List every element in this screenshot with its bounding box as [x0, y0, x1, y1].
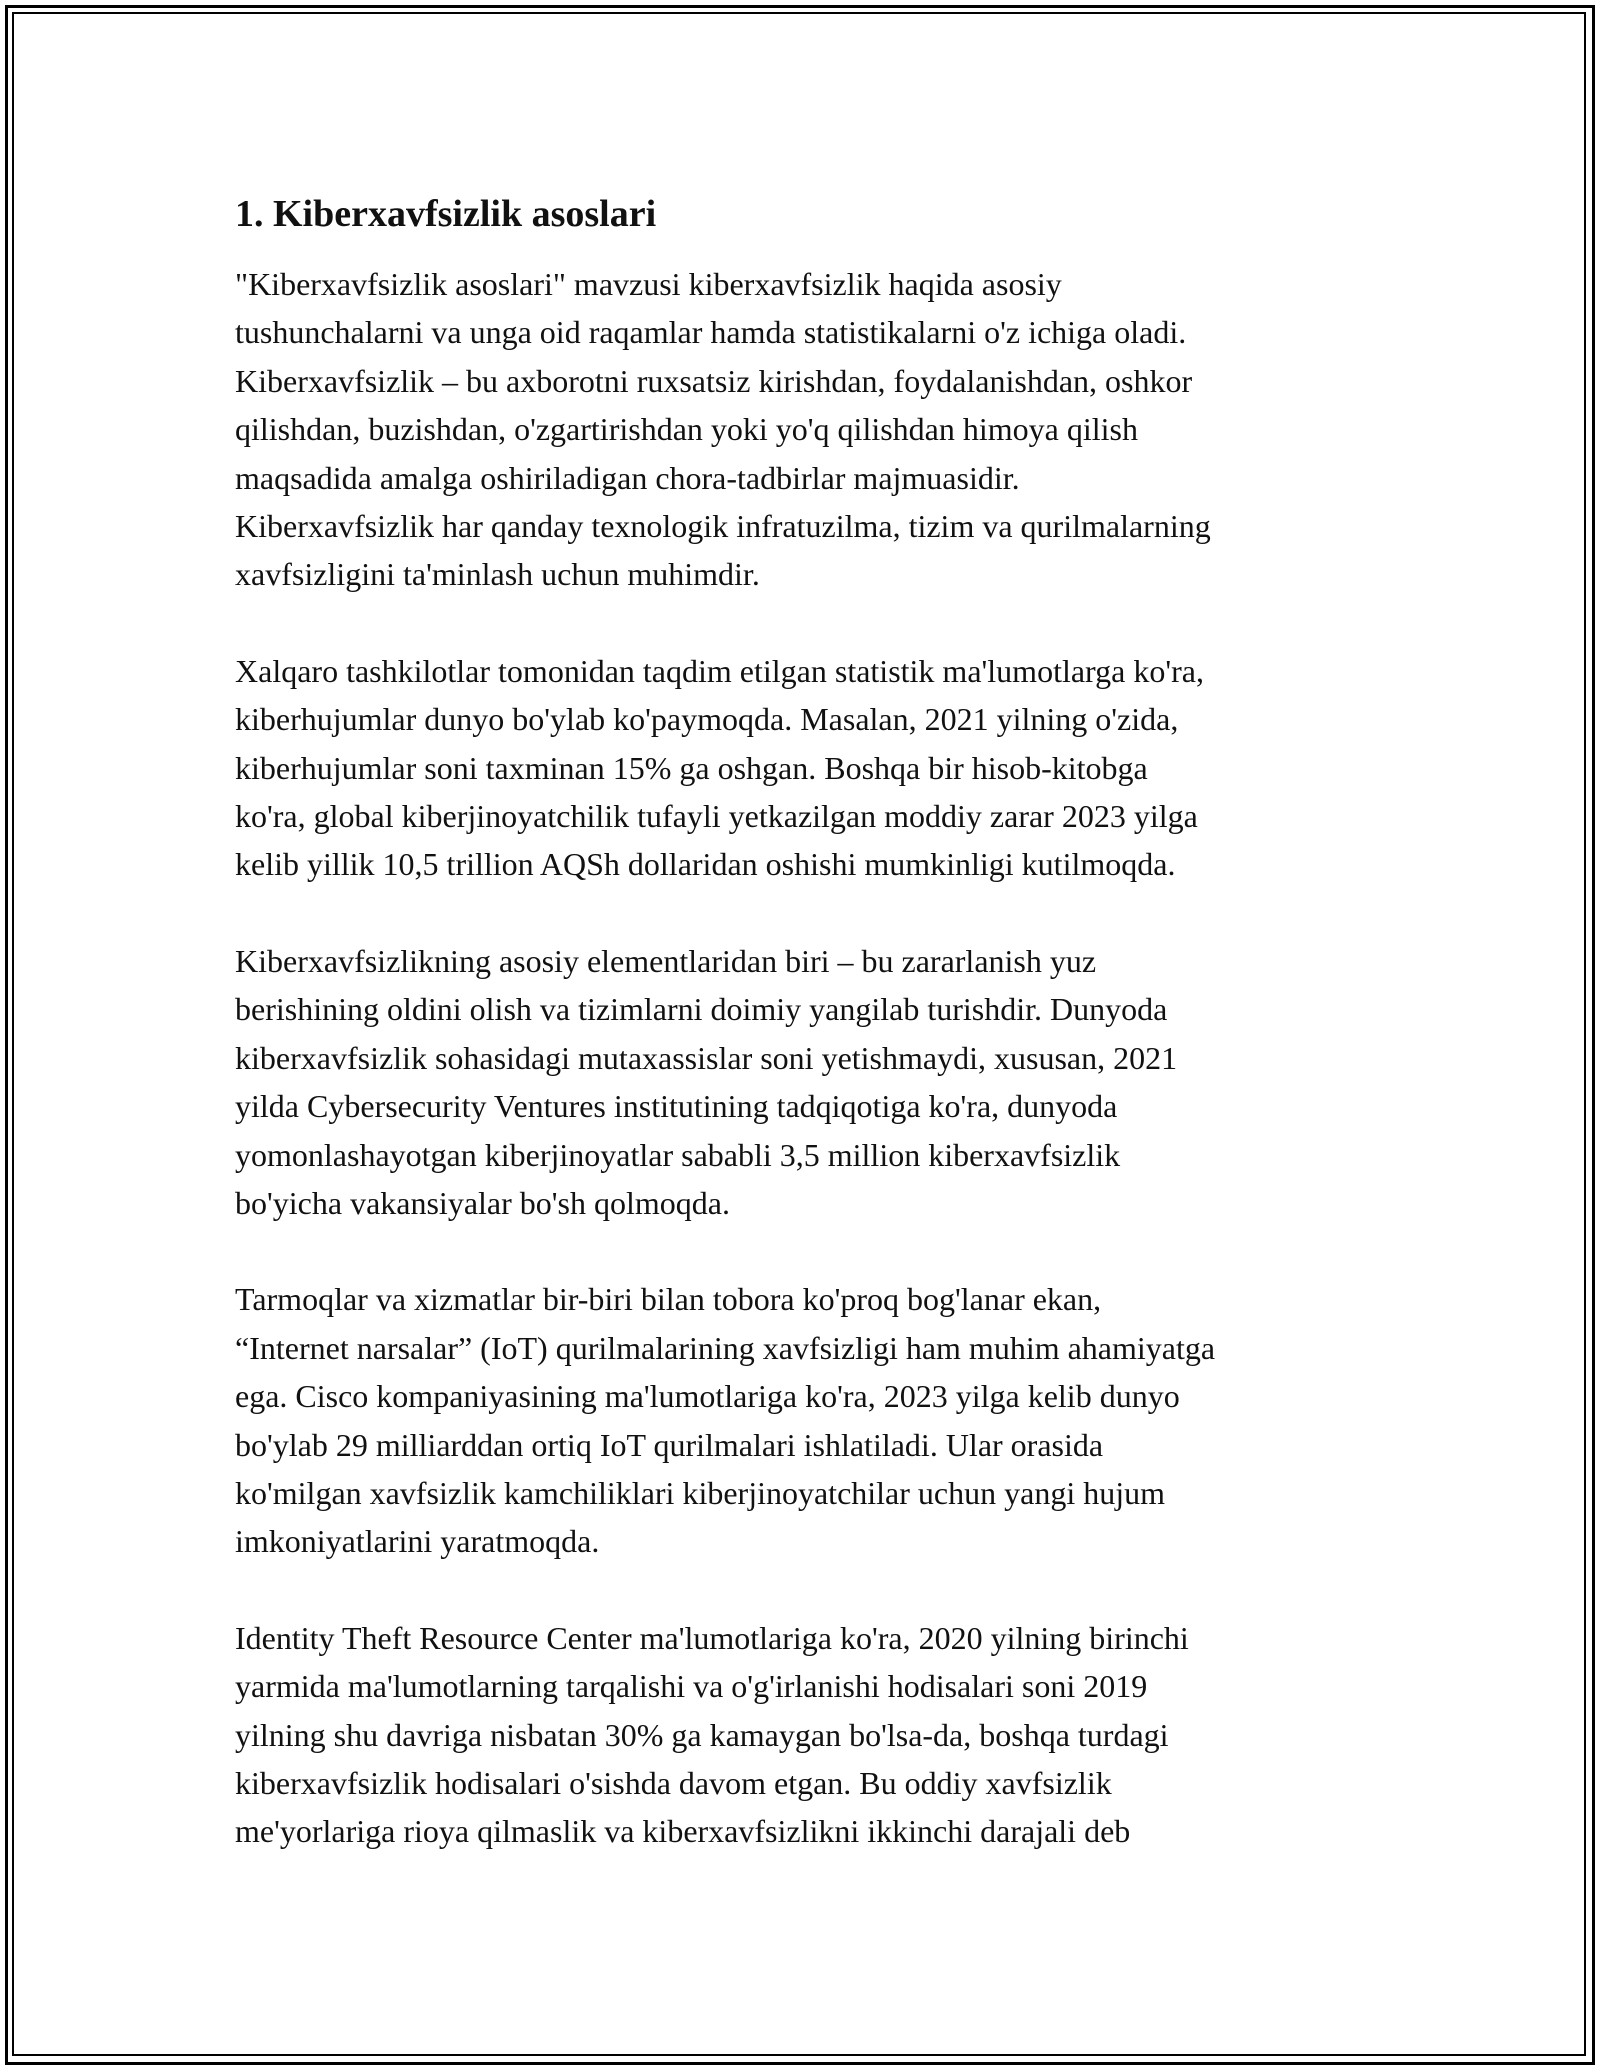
text-line: yomonlashayotgan kiberjinoyatlar sababli 3,5 million kiberxavfsizlik	[235, 1136, 1121, 1173]
text-line: imkoniyatlarini yaratmoqda.	[235, 1523, 600, 1560]
paragraph-identity-theft	[235, 1614, 1365, 1856]
text-line: yarmida ma'lumotlarning tarqalishi va o'g'irlanishi hodisalari soni 2019	[235, 1668, 1148, 1705]
text-line: Identity Theft Resource Center ma'lumotlariga ko'ra, 2020 yilning birinchi	[235, 1619, 1189, 1656]
paragraph-workforce	[235, 937, 1365, 1227]
text-line: "Kiberxavfsizlik asoslari" mavzusi kiberxavfsizlik haqida asosiy	[235, 266, 1062, 302]
paragraph-intro	[235, 260, 1365, 599]
text-line: kiberxavfsizlik sohasidagi mutaxassislar soni yetishmaydi, xususan, 2021	[235, 1039, 1178, 1076]
document-body	[235, 188, 1365, 1904]
text-line: kiberxavfsizlik hodisalari o'sishda davom etgan. Bu oddiy xavfsizlik	[235, 1764, 1112, 1801]
text-line: qilishdan, buzishdan, o'zgartirishdan yoki yo'q qilishdan himoya qilish	[235, 411, 1138, 448]
text-line: ega. Cisco kompaniyasining ma'lumotlariga ko'ra, 2023 yilga kelib dunyo	[235, 1378, 1180, 1415]
text-line: xavfsizligini ta'minlash uchun muhimdir.	[235, 556, 760, 593]
text-line: “Internet narsalar” (IoT) qurilmalarining xavfsizligi ham muhim ahamiyatga	[235, 1329, 1216, 1366]
text-line: kelib yillik 10,5 trillion AQSh dollaridan oshishi mumkinligi kutilmoqda.	[235, 846, 1176, 883]
paragraph-statistics	[235, 647, 1365, 889]
text-line: ko'ra, global kiberjinoyatchilik tufayli yetkazilgan moddiy zarar 2023 yilga	[235, 798, 1198, 835]
text-line: Tarmoqlar va xizmatlar bir-biri bilan tobora ko'proq bog'lanar ekan,	[235, 1281, 1102, 1318]
text-line: me'yorlariga rioya qilmaslik va kiberxavfsizlikni ikkinchi darajali deb	[235, 1813, 1131, 1850]
text-line: berishining oldini olish va tizimlarni doimiy yangilab turishdir. Dunyoda	[235, 991, 1168, 1028]
text-line: Kiberxavfsizlik har qanday texnologik infratuzilma, tizim va qurilmalarning	[235, 508, 1211, 545]
text-line: ko'milgan xavfsizlik kamchiliklari kiberjinoyatchilar uchun yangi hujum	[235, 1474, 1165, 1511]
text-line: Xalqaro tashkilotlar tomonidan taqdim etilgan statistik ma'lumotlarga ko'ra,	[235, 652, 1204, 689]
text-line: maqsadida amalga oshiriladigan chora-tadbirlar majmuasidir.	[235, 459, 1020, 496]
text-line: Kiberxavfsizlikning asosiy elementlaridan biri – bu zararlanish yuz	[235, 942, 1097, 979]
text-line: kiberhujumlar soni taxminan 15% ga oshgan. Boshqa bir hisob-kitobga	[235, 749, 1148, 786]
text-line: Kiberxavfsizlik – bu axborotni ruxsatsiz kirishdan, foydalanishdan, oshkor	[235, 362, 1193, 399]
text-line: tushunchalarni va unga oid raqamlar hamda statistikalarni o'z ichiga oladi.	[235, 314, 1187, 351]
text-line: kiberhujumlar dunyo bo'ylab ko'paymoqda. Masalan, 2021 yilning o'zida,	[235, 701, 1179, 738]
paragraph-iot	[235, 1275, 1365, 1565]
text-line: yilda Cybersecurity Ventures institutining tadqiqotiga ko'ra, dunyoda	[235, 1088, 1118, 1125]
text-line: bo'ylab 29 milliarddan ortiq IoT qurilmalari ishlatiladi. Ular orasida	[235, 1426, 1104, 1463]
text-line: bo'yicha vakansiyalar bo'sh qolmoqda.	[235, 1184, 730, 1221]
section-heading: 1. Kiberxavfsizlik asoslari	[235, 193, 657, 235]
text-line: yilning shu davriga nisbatan 30% ga kamaygan bo'lsa-da, boshqa turdagi	[235, 1716, 1169, 1753]
